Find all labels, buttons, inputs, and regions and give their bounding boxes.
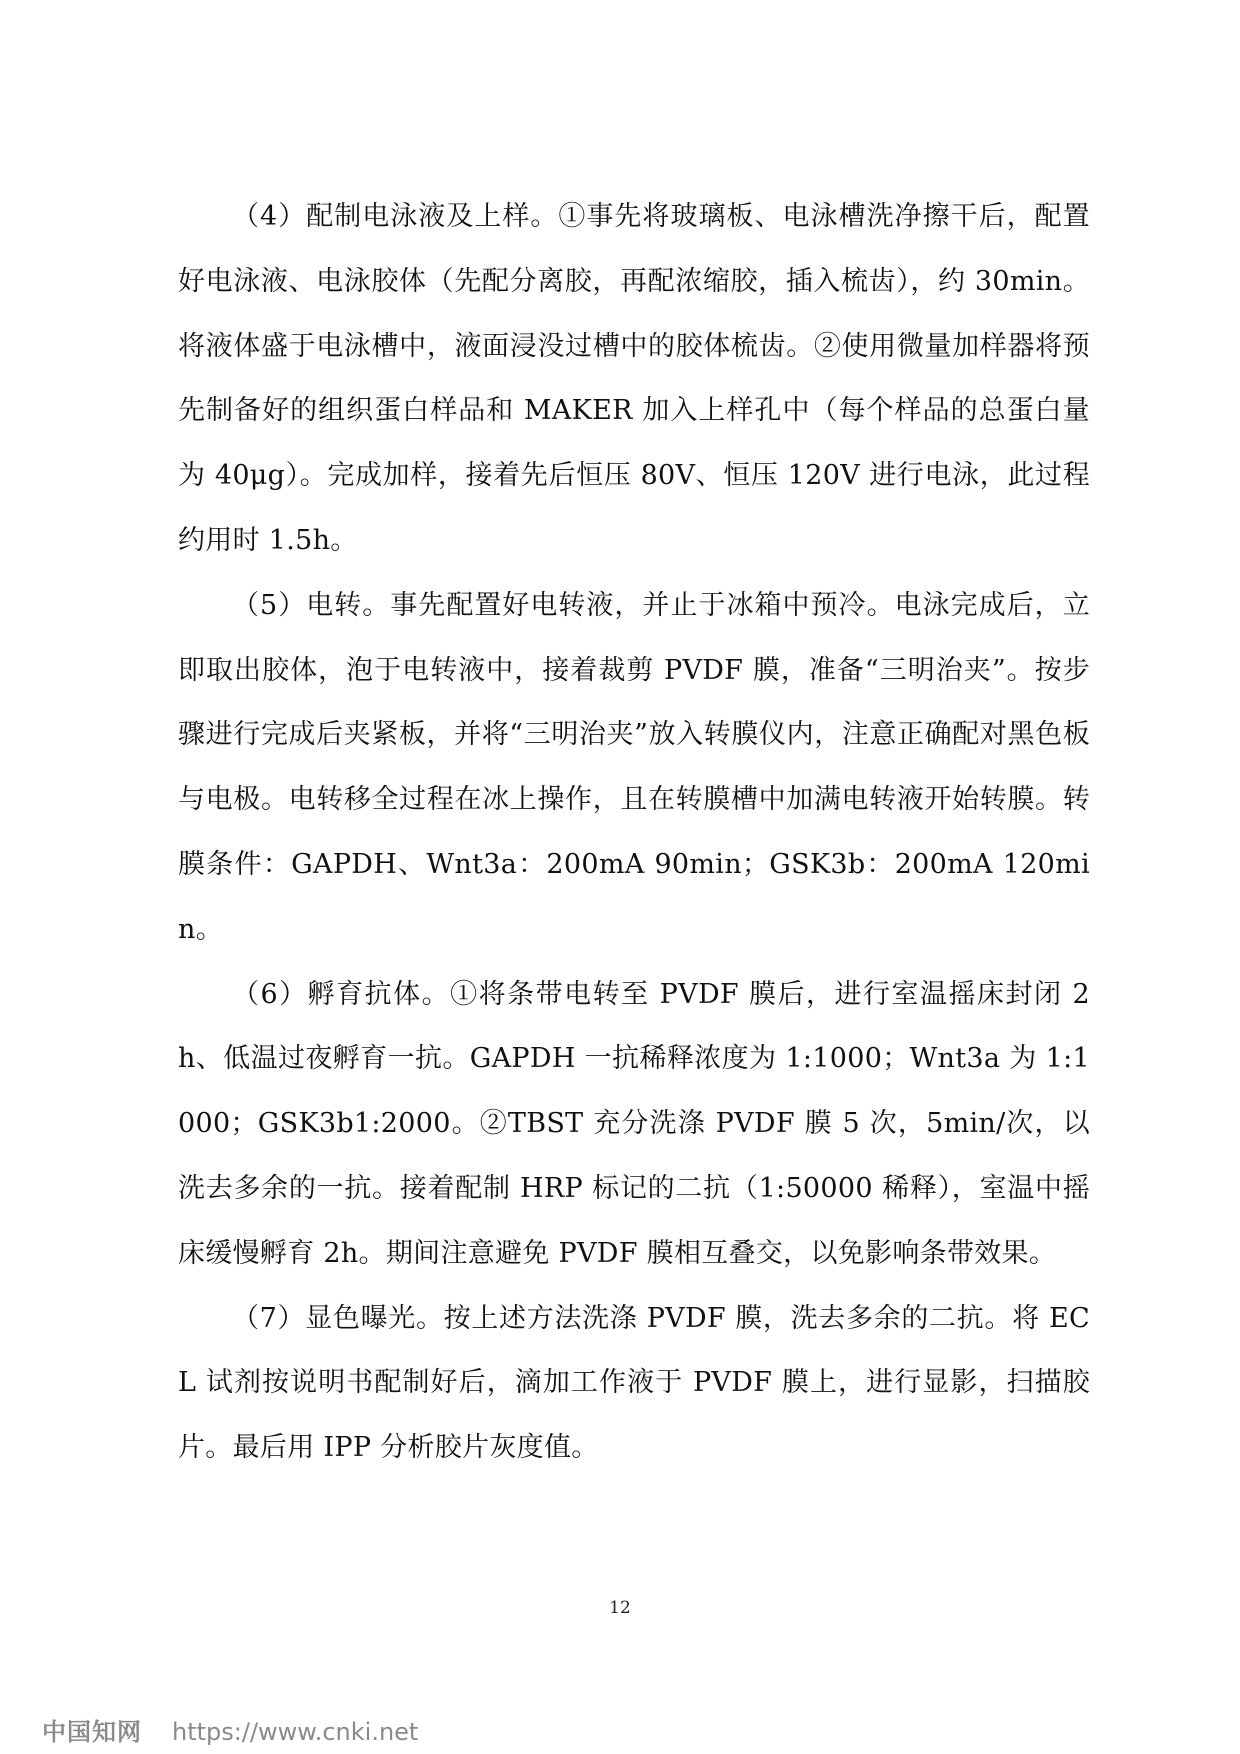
cnki-logo-text: 中国知网 [42,1718,142,1746]
paragraph-electrotransfer: （5）电转。事先配置好电转液，并止于冰箱中预冷。电泳完成后，立即取出胶体，泡于电转液中，接着裁剪 PVDF 膜，准备“三明治夹”。按步骤进行完成后夹紧板，并将“三明治夹”放入转膜仪内，注意正确配对黑色板与电极。电转移全过程在冰上操作，且在转膜槽中加满电转液开始转膜。转膜条件：GAPDH、Wnt3a：200mA 90min；GSK3b：200mA 120min。 [178,589,1090,945]
cnki-url: https://www.cnki.net [172,1718,419,1746]
paragraph-antibody-incubation: （6）孵育抗体。①将条带电转至 PVDF 膜后，进行室温摇床封闭 2h、低温过夜孵育一抗。GAPDH 一抗稀释浓度为 1:1000；Wnt3a 为 1:1000；GSK3b1:2000。②TBST 充分洗涤 PVDF 膜 5 次，5min/次，以洗去多余的一抗。接着配制 HRP 标记的二抗（1:50000 稀释），室温中摇床缓慢孵育 2h。期间注意避免 PVDF 膜相互叠交，以免影响条带效果。 [178,978,1090,1269]
footer-watermark [42,1712,418,1747]
page-number: 12 [609,1598,631,1618]
body-text [178,185,1090,1481]
paragraph-exposure: （7）显色曝光。按上述方法洗涤 PVDF 膜，洗去多余的二抗。将 ECL 试剂按说明书配制好后，滴加工作液于 PVDF 膜上，进行显影，扫描胶片。最后用 IPP 分析胶片灰度值。 [178,1302,1090,1464]
paragraph-electrophoresis: （4）配制电泳液及上样。①事先将玻璃板、电泳槽洗净擦干后，配置好电泳液、电泳胶体（先配分离胶，再配浓缩胶，插入梳齿），约 30min。将液体盛于电泳槽中，液面浸没过槽中的胶体梳齿。②使用微量加样器将预先制备好的组织蛋白样品和 MAKER 加入上样孔中（每个样品的总蛋白量为 40μg）。完成加样，接着先后恒压 80V、恒压 120V 进行电泳，此过程约用时 1.5h。 [178,201,1090,556]
